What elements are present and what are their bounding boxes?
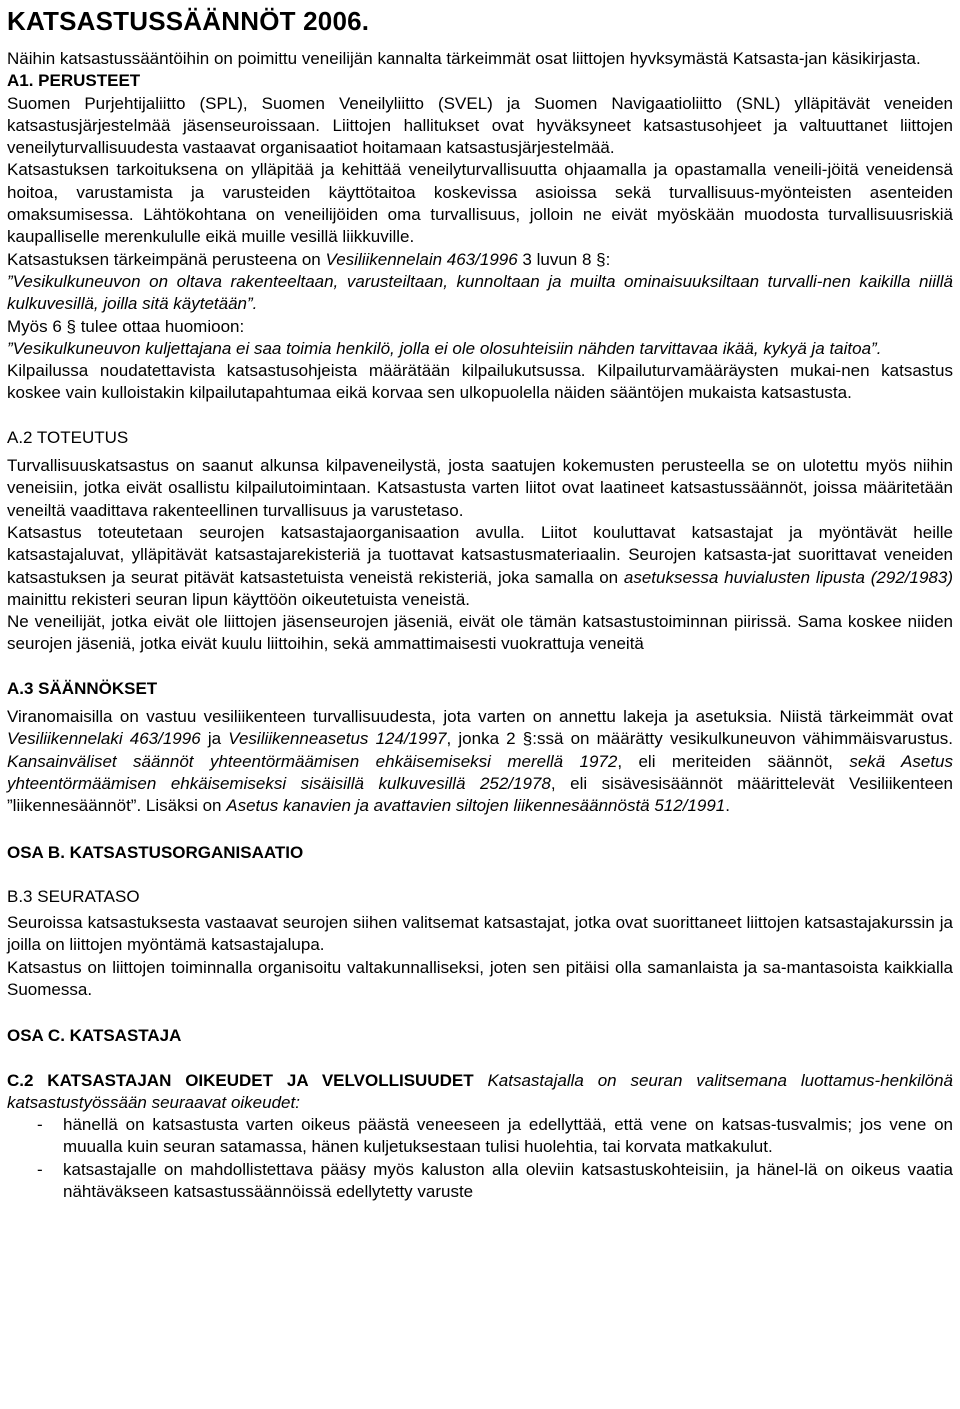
quote-1: ”Vesikulkuneuvon on oltava rakenteeltaan, varusteiltaan, kunnoltaan ja muilta ominaisuuksiltaan turvalli-nen kaikilla niillä kulkuvesillä, joilla sitä käytetään”. (7, 271, 953, 314)
list-item: - katsastajalle on mahdollistettava pääsy myös kaluston alla oleviin katsastuskohteisiin, ja hänel-lä on oikeus vaatia nähtäväkseen katsastussäännöissä edellytetty varuste (7, 1159, 953, 1204)
quote-2: ”Vesikulkuneuvon kuljettajana ei saa toimia henkilö, jolla ei ole olosuhteisiin nähden tarvittavaa ikää, kykyä ja taitoa”. (7, 338, 882, 358)
section-a1-heading: A1. PERUSTEET (7, 71, 141, 91)
section-a2-heading: A.2 TOTEUTUS (7, 427, 129, 447)
section-a3-paragraph-1: Viranomaisilla on vastuu vesiliikenteen turvallisuudesta, jota varten on annettu lakeja ja asetuksia. Niistä tärkeimmät ovat Vesiliikennelaki 463/1996 ja Vesiliikenneasetus 124/1997, jonka 2 §:ssä on määrätty vesikulkuneuvon vähimmäisvarustus. Kansainväliset säännöt yhteentörmäämisen ehkäisemiseksi merellä 1972, eli meriteiden säännöt, sekä Asetus yhteentörmäämisen ehkäisemiseksi sisäisillä kulkuvesillä 252/1978, eli sisävesisäännöt määrittelevät Vesiliikenteen ”liikennesäännöt”. Lisäksi on Asetus kanavien ja avattavien siltojen liikennesäännöstä 512/1991. (7, 707, 953, 816)
section-a1-paragraph-2: Katsastuksen tarkoituksena on ylläpitää ja kehittää veneilyturvallisuutta ohjaamalla ja opastamalla veneili-jöitä veneidensä hoitoa, varustamista ja varusteiden käyttötaitoa koskevissa asioissa sekä turvallisuus-myönteisten asenteiden omaksumisessa. Lähtökohtana on veneilijöiden oma turvallisuus, jolloin ne eivät myöskään muodosta turvallisuusriskiä kaupalliselle merenkululle eikä muille vesillä liikkuville. (7, 160, 953, 247)
section-a1-paragraph-3: Katsastuksen tärkeimpänä perusteena on Vesiliikennelain 463/1996 3 luvun 8 §: (7, 249, 611, 269)
c2-heading: C.2 KATSASTAJAN OIKEUDET JA VELVOLLISUUDET (7, 1070, 474, 1090)
b3-heading: B.3 SEURATASO (7, 886, 140, 906)
section-a2-paragraph-2: Katsastus toteutetaan seurojen katsastajaorganisaation avulla. Liitot kouluttavat katsastajat ja myöntävät heille katsastajaluvat, ylläpitävät katsastajarekisteriä ja tuottavat katsastusmateriaalin. Seurojen katsasta-jat suorittavat veneiden katsastuksen ja seurat pitävät katsastetuista veneistä rekisteriä, joka samalla on asetuksessa huvialusten lipusta (292/1983) mainittu rekisteri seuran lipun käyttöön oikeutetuista veneistä. (7, 522, 954, 609)
intro-paragraph: Näihin katsastussääntöihin on poimittu veneilijän kannalta tärkeimmät osat liittojen hyvksymästä Katsasta-jan käsikirjasta. (7, 49, 921, 68)
section-a2-paragraph-1: Turvallisuuskatsastus on saanut alkunsa kilpaveneilystä, josta saatujen kokemusten perusteella se on ulotettu myös niihin veneisiin, jotka eivät osallistu kilpailutoimintaan. Katsastusta varten liitot ovat laatineet katsastussäännöt, joissa määritetään veneiltä vaadittava rakenteellinen turvallisuus ja varustetaso. (7, 456, 953, 520)
document-title: KATSASTUSSÄÄNNÖT 2006. (7, 6, 370, 36)
osa-b-paragraph-2: Katsastus on liittojen toiminnalla organisoitu valtakunnalliseksi, joten sen pitäisi olla samanlaista ja sa-mantasoista kaikkialla Suomessa. (7, 957, 953, 999)
section-a1-paragraph-1: Suomen Purjehtijaliitto (SPL), Suomen Veneilyliitto (SVEL) ja Suomen Navigaatioliitto (SNL) ylläpitävät veneiden katsastusjärjestelmää jäsenseuroissaan. Liittojen hallitukset ovat hyväksyneet katsastusohjeet ja valtuuttanet liittojen veneilyturvallisuudesta vastaavat organisaatiot hoitamaan katsastusjärjestelmää. (7, 93, 953, 158)
section-a1-paragraph-5: Kilpailussa noudatettavista katsastusohjeista määrätään kilpailukutsussa. Kilpailuturvamääräysten mukai-nen katsastus koskee vain kulloistakin kilpailutapahtumaa eikä korvaa sen ulkopuolella näiden sääntöjen mukaista katsastusta. (7, 361, 953, 403)
law-reference: asetuksessa huvialusten lipusta (292/1983) (623, 567, 953, 587)
section-a2-paragraph-3: Ne veneilijät, jotka eivät ole liittojen jäsenseurojen jäseniä, eivät ole tämän katsastustoiminnan piirissä. Sama koskee niiden seurojen jäseniä, jotka eivät kuulu liittoihin, sekä ammattimaisesti vuokrattuja veneitä (7, 612, 954, 654)
rights-list (7, 1114, 953, 1203)
list-item: - hänellä on katsastusta varten oikeus päästä veneeseen ja edellyttää, että vene on katsas-tusvalmis; jos vene on muualla kuin seuran satamassa, hänen kuljetuksestaan tulisi huolehtia, tai korvata matkakulut. (7, 1114, 953, 1159)
law-reference: Vesiliikennelain 463/1996 (325, 249, 518, 269)
section-a3-heading: A.3 SÄÄNNÖKSET (7, 678, 158, 698)
osa-b-paragraph-1: Seuroissa katsastuksesta vastaavat seurojen siihen valitsemat katsastajat, jotka ovat suorittaneet liittojen katsastajakurssin ja joilla on liittojen myöntämä katsastajalupa. (7, 913, 953, 955)
osa-b-heading: OSA B. KATSASTUSORGANISAATIO (7, 842, 304, 862)
osa-c-heading: OSA C. KATSASTAJA (7, 1026, 182, 1046)
c2-paragraph: C.2 KATSASTAJAN OIKEUDET JA VELVOLLISUUDET Katsastajalla on seuran valitsemana luottamus-henkilönä katsastustyössään seuraavat oikeudet: (7, 1070, 953, 1112)
section-a1-paragraph-4: Myös 6 § tulee ottaa huomioon: (7, 316, 245, 336)
